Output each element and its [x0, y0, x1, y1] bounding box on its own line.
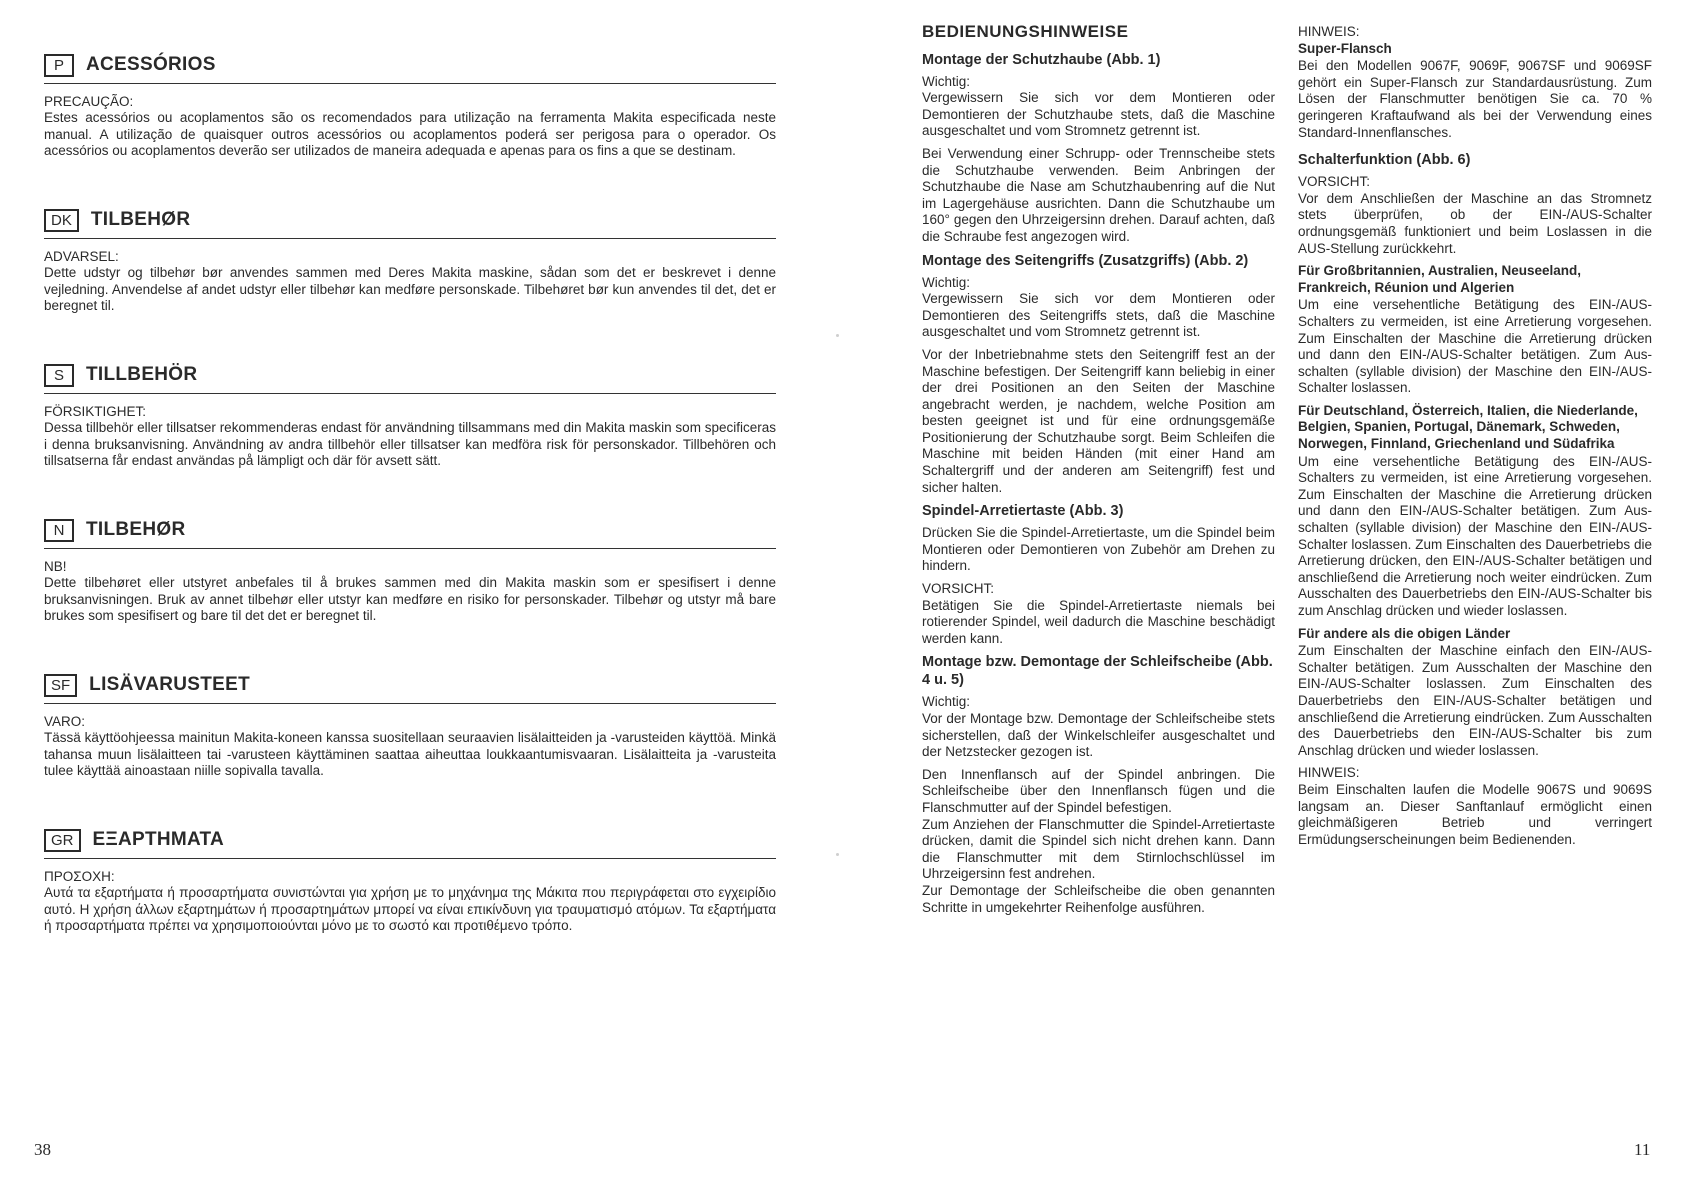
page-number-right: 11 [1634, 1140, 1651, 1159]
subsection-heading: Montage der Schutzhaube (Abb. 1) [922, 51, 1161, 68]
paragraph: Zum Anziehen der Flanschmutter die Spindel-Arretiertaste drücken, damit die Spindel sich nicht drehen kann. Dann die Flanschmutter mit dem Stirnlochschlüssel im Uhrzeigersinn fest andrehen. [922, 816, 1275, 882]
paragraph: Vergewissern Sie sich vor dem Montieren oder Demontieren des Seitengriffs stets, daß die Maschine ausgeschaltet und vom Stromnetz getrennt ist. [922, 291, 1275, 340]
subsection-heading: Für Deutschland, Österreich, Italien, die Niederlande, Belgien, Spanien, Portugal, Dänemark, Schweden, Norwegen, Finnland, Griechenland und Südafrika [1298, 402, 1638, 452]
paragraph: Um eine versehentliche Betätigung des EIN-/AUS-Schalters zu vermeiden, ist eine Arretierung vorgesehen. Zum Einschalten der Maschine die Arretierung drücken und dann den EIN-/AUS-Schalter betätigen. Zum Aus-schalten (syllable division) der Maschine den EIN-/AUS-Schalter loslassen. Zum Einschalten des Dauerbetriebs die Arretierung drücken, den EIN-/AUS-Schalter betätigen und anschließend die Arretierung noch weiter eindrücken. Zum Ausschalten des Dauerbetriebs den EIN-/AUS-Schalter bis zum Anschlag drücken und wieder loslassen. [1298, 453, 1652, 618]
language-code-box: N [44, 519, 74, 542]
section-body: Tässä käyttöohjeessa mainitun Makita-koneen kanssa suositellaan seuraavien lisälaitteiden ja -varusteiden käyttöä. Minkä tahansa muun lisälaitteen tai -varusteen käyttäminen saattaa aiheuttaa loukkaantumisvaaran. Lisälaitteita ja -varusteita tulee käyttää ainoastaan niille sopivalla tavalla. [44, 730, 776, 778]
section-rule [44, 703, 776, 704]
section-title: TILBEHØR [86, 519, 186, 540]
section-rule [44, 548, 776, 549]
section-rule [44, 393, 776, 394]
section-body: Dessa tillbehör eller tillsatser rekommenderas endast för användning tillsammans med din Makita maskin som specificeras i denna bruksanvisning. Användning av andra tillbehör eller tillsatser kan medföra risk för personskador. Tillbehören och tillsatserna får endast användas på lämpligt och där för avsett sätt. [44, 420, 776, 468]
paragraph: Den Innenflansch auf der Spindel anbringen. Die Schleifscheibe über den Innenflansch fügen und die Flanschmutter auf der Spindel befestigen. [922, 766, 1275, 815]
language-code-box: DK [44, 209, 79, 232]
subsection-heading: Für Großbritannien, Australien, Neuseeland, Frankreich, Réunion und Algerien [1298, 263, 1582, 295]
section-title: ΕΞΑΡΤΗΜΑΤΑ [92, 829, 225, 850]
section-header [44, 360, 776, 390]
section-title: ACESSÓRIOS [86, 54, 216, 75]
paragraph: Vor der Montage bzw. Demontage der Schleifscheibe stets sicherstellen, daß der Winkelschleifer ausgeschaltet und der Netzstecker gezogen ist. [922, 711, 1275, 760]
section-header [44, 670, 776, 700]
section-body: Dette udstyr og tilbehør bør anvendes sammen med Deres Makita maskine, sådan som det er beskrevet i denne vejledning. Anvendelse af andet udstyr eller tilbehør kan medføre personskade. Tilbehøret bør kun anvendes til det, det er beregnet til. [44, 265, 776, 313]
language-code-box: S [44, 364, 74, 387]
language-code-box: SF [44, 674, 77, 697]
note-label: VORSICHT: [922, 581, 995, 597]
section-body: Αυτά τα εξαρτήματα ή προσαρτήματα συνιστώνται για χρήση με το μηχάνημα της Μάκιτα που περιγράφεται στο εγχειρίδιο αυτό. Η χρήση άλλων εξαρτημάτων ή προσαρτημάτων μπορεί να είναι επικίνδυνη για τραυματισμό ατόμων. Τα εξαρτήματα ή προσαρτήματα πρέπει να χρησιμοποιούνται μόνο με το σωστό και προτιθέμενο τρόπο. [44, 885, 776, 933]
right-page-column-2 [1298, 24, 1652, 854]
section-rule [44, 83, 776, 84]
note-label: Wichtig: [922, 73, 971, 89]
paragraph: Um eine versehentliche Betätigung des EIN-/AUS-Schalters zu vermeiden, ist eine Arretierung vorgesehen. Zum Einschalten der Maschine die Arretierung drücken und dann den EIN-/AUS-Schalter betätigen. Zum Aus-schalten (syllable division) der Maschine den EIN-/AUS-Schalter loslassen. [1298, 297, 1652, 396]
language-code-box: GR [44, 829, 81, 852]
right-page-column-1 [922, 24, 1275, 916]
section-header [44, 825, 776, 855]
main-heading: BEDIENUNGSHINWEISE [922, 22, 1129, 41]
section-header [44, 205, 776, 235]
warning-label: NB! [44, 559, 67, 574]
subsection-heading: Super-Flansch [1298, 40, 1392, 56]
section-body: Estes acessórios ou acoplamentos são os recomendados para utilização na ferramenta Makita especificada neste manual. A utilização de quaisquer outros acessórios ou acoplamentos poderá ser perigosa para o operador. Os acessórios ou acoplamentos deverão ser utilizados de maneira adequada e apenas para os fins a que se destinam. [44, 110, 776, 158]
section-se [44, 360, 776, 515]
section-title: TILLBEHÖR [86, 364, 198, 385]
subsection-heading: Montage des Seitengriffs (Zusatzgriffs) (Abb. 2) [922, 252, 1249, 269]
paragraph: Zur Demontage der Schleifscheibe die oben genannten Schritte in umgekehrter Reihenfolge ausführen. [922, 882, 1275, 915]
warning-label: ΠΡΟΣΟΧΗ: [44, 869, 115, 884]
section-body: Dette tilbehøret eller utstyret anbefales til å brukes sammen med din Makita maskin som er spesifisert i denne bruksanvisningen. Bruk av annet tilbehør eller utstyr kan medføre en risiko for personskader. Tilbehør og utstyr må bare brukes som spesifisert og bare til det det er beregnet til. [44, 575, 776, 623]
paragraph: Bei den Modellen 9067F, 9069F, 9067SF und 9069SF gehört ein Super-Flansch zur Standardausrüstung. Zum Lösen der Flanschmutter benötigen Sie ca. 70 % geringeren Kraftaufwand als bei der Verwendung eines Standard-Innenflansches. [1298, 58, 1652, 140]
warning-label: FÖRSIKTIGHET: [44, 404, 147, 419]
note-label: HINWEIS: [1298, 24, 1360, 39]
section-rule [44, 858, 776, 859]
section-title: LISÄVARUSTEET [89, 674, 251, 695]
section-no [44, 515, 776, 670]
paragraph: Beim Einschalten laufen die Modelle 9067S und 9069S langsam an. Dieser Sanftanlauf ermöglicht einen gleichmäßigeren Betrieb und verringert Ermüdungserscheinungen beim Bedienenden. [1298, 781, 1652, 847]
warning-label: ADVARSEL: [44, 249, 119, 264]
paragraph: Vor dem Anschließen der Maschine an das Stromnetz stets überprüfen, ob der EIN-/AUS-Schalter ordnungsgemäß funktioniert und beim Loslassen in die AUS-Stellung zurückkehrt. [1298, 190, 1652, 256]
section-header [44, 515, 776, 545]
note-label: HINWEIS: [1298, 765, 1360, 781]
paragraph: Zum Einschalten der Maschine einfach den EIN-/AUS-Schalter betätigen. Zum Ausschalten der Maschine den EIN-/AUS-Schalter loslassen. Zum Einschalten des Dauerbetriebs den EIN-/AUS-Schalter betätigen und anschließend die Arretierung eindrücken. Zum Ausschalten des Dauerbetriebs den EIN-/AUS-Schalter bis zum Anschlag drücken und wieder loslassen. [1298, 643, 1652, 758]
gutter-speck [836, 853, 839, 856]
warning-label: VARO: [44, 714, 86, 729]
note-label: Wichtig: [922, 694, 971, 710]
language-code-box: P [44, 54, 74, 77]
warning-label: PRECAUÇÃO: [44, 94, 134, 109]
section-rule [44, 238, 776, 239]
section-header [44, 50, 776, 80]
subsection-heading: Schalterfunktion (Abb. 6) [1298, 152, 1471, 169]
section-dk [44, 205, 776, 360]
section-gr [44, 825, 776, 980]
subsection-heading: Für andere als die obigen Länder [1298, 625, 1511, 641]
note-label: Wichtig: [922, 274, 971, 290]
section-pt [44, 50, 776, 205]
left-page [44, 50, 776, 980]
section-title: TILBEHØR [90, 209, 191, 230]
gutter-speck [836, 334, 839, 337]
note-label: VORSICHT: [1298, 174, 1371, 190]
paragraph: Vergewissern Sie sich vor dem Montieren oder Demontieren der Schutzhaube stets, daß die Maschine ausgeschaltet und vom Stromnetz getrennt ist. [922, 90, 1275, 139]
subsection-heading: Spindel-Arretiertaste (Abb. 3) [922, 503, 1124, 520]
paragraph: Bei Verwendung einer Schrupp- oder Trennscheibe stets die Schutzhaube verwenden. Beim Anbringen der Schutzhaube die Nase am Schutzhaubenring auf die Nut im Lagergehäuse ausrichten. Dann die Schutzhaube um 160° gegen den Uhrzeigersinn drehen. Darauf achten, daß die Schraube fest angezogen wird. [922, 145, 1275, 244]
subsection-heading: Montage bzw. Demontage der Schleifscheibe (Abb. 4 u. 5) [922, 654, 1273, 689]
section-fi [44, 670, 776, 825]
paragraph: Vor der Inbetriebnahme stets den Seitengriff fest an der Maschine befestigen. Der Seitengriff kann beliebig in einer der drei Positionen an den Seiten der Maschine angebracht werden, je nachdem, welche Position am besten geeignet ist und für eine ordnungsgemäße Positionierung der Schutzhaube sorgt. Beim Schleifen die Maschine mit beiden Händen (mit einer Hand am Schaltergriff und der anderen am Seitengriff) fest und sicher halten. [922, 346, 1275, 495]
paragraph: Betätigen Sie die Spindel-Arretiertaste niemals bei rotierender Spindel, weil dadurch die Maschine beschädigt werden kann. [922, 597, 1275, 646]
paragraph: Drücken Sie die Spindel-Arretiertaste, um die Spindel beim Montieren oder Demontieren von Zubehör am Drehen zu hindern. [922, 525, 1275, 574]
page-number-left: 38 [34, 1140, 51, 1159]
